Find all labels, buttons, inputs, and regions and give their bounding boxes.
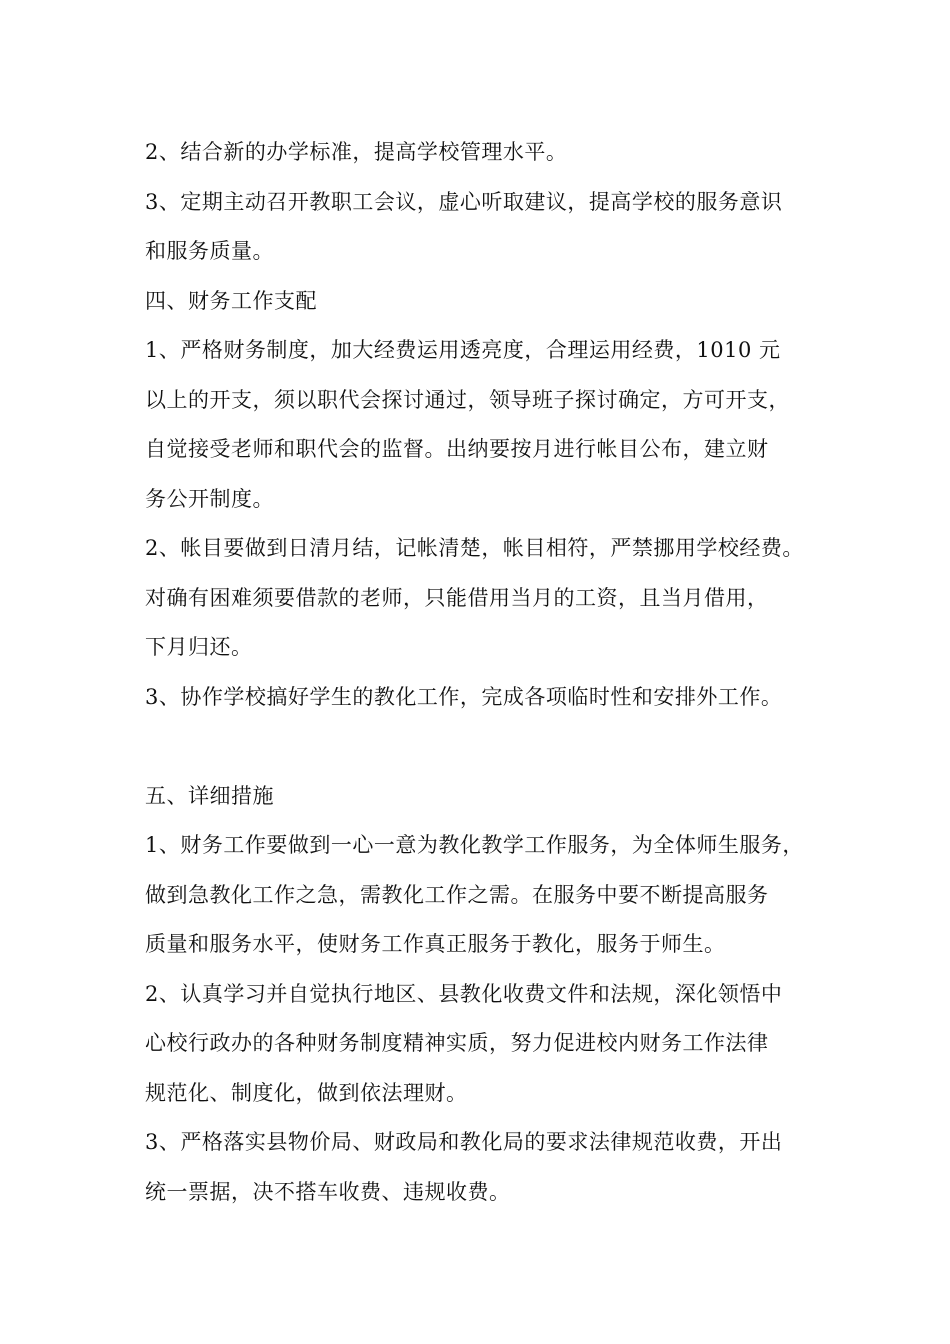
paragraph-line: 质量和服务水平，使财务工作真正服务于教化，服务于师生。 xyxy=(145,932,726,956)
paragraph-line: 统一票据，决不搭车收费、违规收费。 xyxy=(145,1179,511,1204)
section-heading: 五、详细措施 xyxy=(145,783,274,808)
paragraph-line: 2、认真学习并自觉执行地区、县教化收费文件和法规，深化领悟中 xyxy=(145,981,783,1006)
paragraph-line: 1、严格财务制度，加大经费运用透亮度，合理运用经费，1010 元 xyxy=(145,338,781,362)
paragraph-line: 3、定期主动召开教职工会议，虚心听取建议，提高学校的服务意识 xyxy=(145,189,783,214)
paragraph-line: 2、结合新的办学标准，提高学校管理水平。 xyxy=(145,140,568,164)
document-body xyxy=(145,128,825,1217)
paragraph-line: 务公开制度。 xyxy=(145,486,274,511)
blank-line xyxy=(145,722,825,772)
paragraph-line: 对确有困难须要借款的老师，只能借用当月的工资，且当月借用， xyxy=(145,585,769,610)
paragraph-line: 心校行政办的各种财务制度精神实质，努力促进校内财务工作法律 xyxy=(145,1031,769,1055)
paragraph-line: 和服务质量。 xyxy=(145,239,274,263)
paragraph-line: 自觉接受老师和职代会的监督。出纳要按月进行帐目公布，建立财 xyxy=(145,437,769,461)
paragraph-line: 规范化、制度化，做到依法理财。 xyxy=(145,1080,468,1105)
paragraph-line: 1、财务工作要做到一心一意为教化教学工作服务，为全体师生服务， xyxy=(145,833,804,857)
section-heading: 四、财务工作支配 xyxy=(145,288,317,313)
paragraph-line: 2、帐目要做到日清月结，记帐清楚，帐目相符，严禁挪用学校经费。 xyxy=(145,536,804,560)
paragraph-line: 3、严格落实县物价局、财政局和教化局的要求法律规范收费，开出 xyxy=(145,1130,783,1154)
paragraph-line: 以上的开支，须以职代会探讨通过，领导班子探讨确定，方可开支， xyxy=(145,387,790,412)
paragraph-line: 做到急教化工作之急，需教化工作之需。在服务中要不断提高服务 xyxy=(145,882,769,907)
paragraph-line: 3、协作学校搞好学生的教化工作，完成各项临时性和安排外工作。 xyxy=(145,684,783,709)
paragraph-line: 下月归还。 xyxy=(145,635,253,659)
